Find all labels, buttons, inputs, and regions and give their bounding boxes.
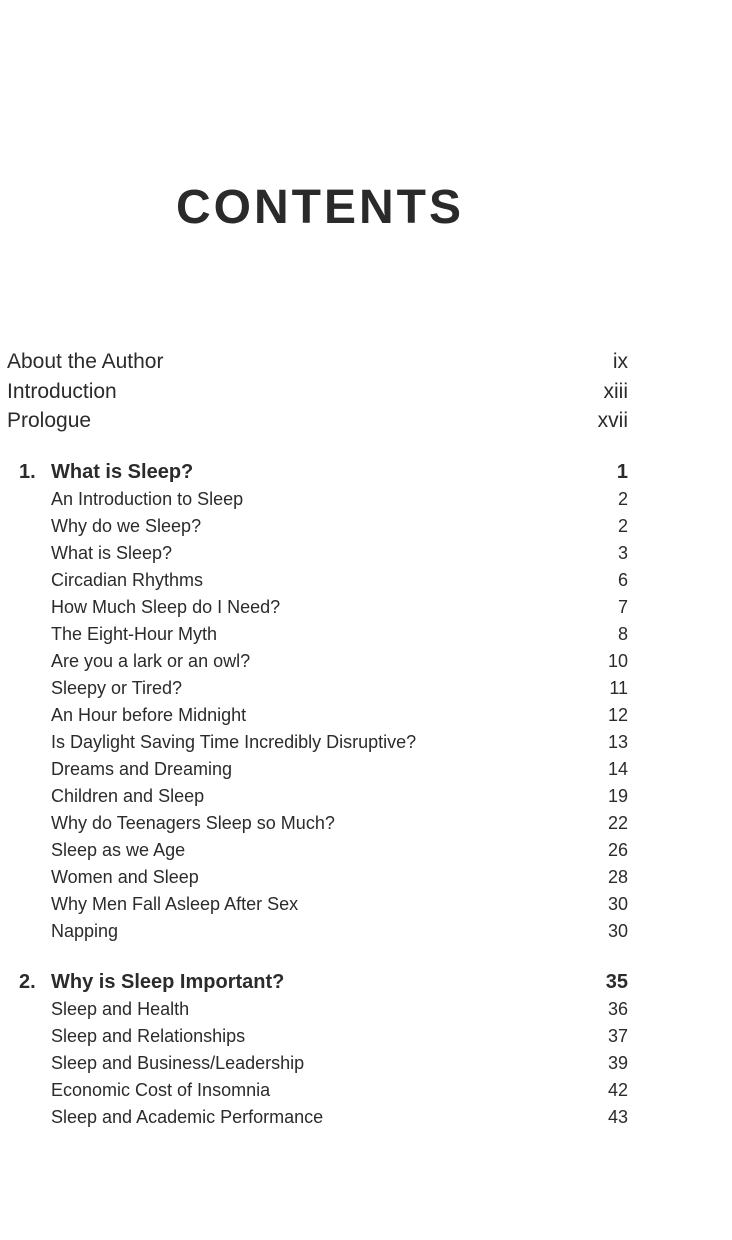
- section-page: 3: [617, 543, 628, 563]
- chapter-page: 35: [605, 971, 628, 993]
- toc-entry-page: ix: [612, 350, 628, 373]
- section-page: 19: [607, 786, 628, 806]
- section-page: 42: [607, 1080, 628, 1100]
- chapter-page: 1: [616, 461, 628, 483]
- chapter-title: What is Sleep?: [51, 461, 194, 483]
- toc-entry-page: xiii: [603, 380, 628, 403]
- section-label: Sleep and Health: [51, 999, 190, 1019]
- section-page: 12: [607, 705, 628, 725]
- section-page: 14: [607, 759, 628, 779]
- section-label: Is Daylight Saving Time Incredibly Disruptive?: [51, 732, 417, 752]
- section-label: Are you a lark or an owl?: [51, 651, 251, 671]
- chapter-number: 2.: [19, 971, 36, 993]
- section-label: Sleepy or Tired?: [51, 678, 183, 698]
- section-page: 30: [607, 921, 628, 941]
- toc-entry-label: Prologue: [7, 409, 92, 432]
- section-label: Why do Teenagers Sleep so Much?: [51, 813, 335, 833]
- section-label: Women and Sleep: [51, 867, 199, 887]
- section-page: 30: [607, 894, 628, 914]
- section-label: Children and Sleep: [51, 786, 205, 806]
- toc-entry-label: About the Author: [7, 350, 164, 373]
- section-label: Sleep and Business/Leadership: [51, 1053, 305, 1073]
- section-page: 28: [607, 867, 628, 887]
- section-label: Why Men Fall Asleep After Sex: [51, 894, 299, 914]
- toc-entry-label: Introduction: [7, 380, 117, 403]
- section-page: 2: [617, 489, 628, 509]
- section-label: What is Sleep?: [51, 543, 173, 563]
- section-label: Sleep as we Age: [51, 840, 186, 860]
- section-label: Circadian Rhythms: [51, 570, 204, 590]
- section-label: An Introduction to Sleep: [51, 489, 244, 509]
- chapter-title: Why is Sleep Important?: [51, 971, 285, 993]
- page-title: CONTENTS: [176, 181, 464, 234]
- section-page: 13: [607, 732, 628, 752]
- section-label: How Much Sleep do I Need?: [51, 597, 281, 617]
- section-label: The Eight-Hour Myth: [51, 624, 218, 644]
- section-page: 7: [617, 597, 628, 617]
- section-label: Dreams and Dreaming: [51, 759, 233, 779]
- section-page: 43: [607, 1107, 628, 1127]
- section-label: Sleep and Academic Performance: [51, 1107, 324, 1127]
- section-label: Sleep and Relationships: [51, 1026, 246, 1046]
- section-label: Economic Cost of Insomnia: [51, 1080, 271, 1100]
- section-page: 8: [617, 624, 628, 644]
- section-page: 26: [607, 840, 628, 860]
- section-page: 6: [617, 570, 628, 590]
- section-label: An Hour before Midnight: [51, 705, 247, 725]
- section-page: 22: [607, 813, 628, 833]
- section-page: 2: [617, 516, 628, 536]
- section-page: 36: [607, 999, 628, 1019]
- chapter-number: 1.: [19, 461, 36, 483]
- section-page: 37: [607, 1026, 628, 1046]
- section-page: 39: [607, 1053, 628, 1073]
- section-page: 11: [609, 678, 628, 698]
- section-label: Why do we Sleep?: [51, 516, 202, 536]
- section-label: Napping: [51, 921, 119, 941]
- toc-entry-page: xvii: [597, 409, 628, 432]
- section-page: 10: [607, 651, 628, 671]
